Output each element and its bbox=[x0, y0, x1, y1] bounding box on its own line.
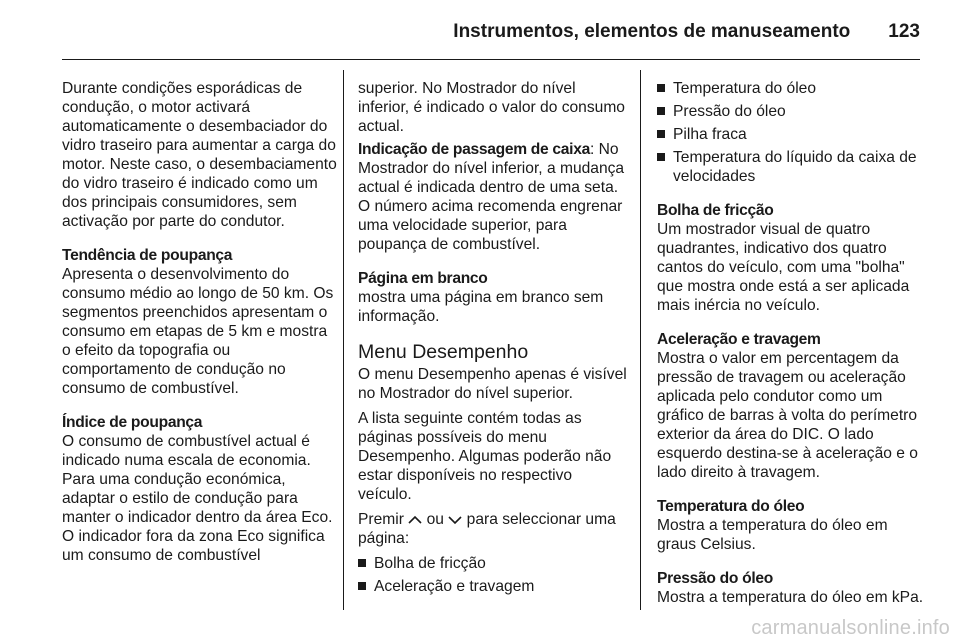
subheading: Aceleração e travagem bbox=[657, 331, 821, 348]
paragraph bbox=[657, 330, 925, 482]
section-heading: Menu Desempenho bbox=[358, 341, 529, 363]
paragraph-text: mostra uma página em branco sem informação. bbox=[358, 289, 604, 325]
paragraph-text: Mostra o valor em percentagem da pressão de travagem ou aceleração aplicada pelo condutor como um gráfico de barras à volta do perímetro exterior da área do DIC. O lado esquerdo destina-se à aceleração e o lado direito à travagem. bbox=[657, 350, 918, 481]
paragraph-text: : No Mostrador do nível inferior, a mudança actual é indicada dentro de uma seta. O número acima recomenda engrenar uma velocidade superior, para poupança de combustível. bbox=[358, 141, 625, 253]
paragraph: O menu Desempenho apenas é visível no Mostrador do nível superior. bbox=[358, 366, 627, 402]
subheading: Tendência de poupança bbox=[62, 247, 233, 264]
list-item: Bolha de fricção bbox=[358, 554, 628, 573]
subheading: Página em branco bbox=[358, 270, 488, 287]
header-rule bbox=[62, 59, 920, 60]
page-title: Instrumentos, elementos de manuseamento bbox=[453, 21, 851, 42]
subheading: Pressão do óleo bbox=[657, 570, 773, 587]
chevron-down-icon bbox=[448, 515, 462, 525]
paragraph: A lista seguinte contém todas as páginas possíveis do menu Desempenho. Algumas poderão não estar disponíveis no respectivo veículo. bbox=[358, 410, 612, 503]
paragraph: superior. No Mostrador do nível inferior, é indicado o valor do consumo actual. bbox=[358, 80, 625, 135]
list-item: Aceleração e travagem bbox=[358, 577, 628, 596]
column-3 bbox=[657, 79, 925, 622]
paragraph-text: Um mostrador visual de quatro quadrantes, indicativo dos quatro cantos do veículo, com uma "bolha" que mostra onde está a ser aplicada mais inércia no veículo. bbox=[657, 221, 910, 314]
column-divider bbox=[640, 70, 641, 610]
paragraph: Durante condições esporádicas de condução, o motor activará automaticamente o desembaciador do vidro traseiro para aumentar a carga do motor. Neste caso, o desembaciamento do vidro traseiro é indicado como um dos principais consumidores, sem activação por parte do condutor. bbox=[62, 80, 337, 230]
page-header bbox=[62, 14, 920, 50]
list-item: Temperatura do óleo bbox=[657, 79, 925, 98]
paragraph bbox=[657, 497, 925, 554]
list-item: Temperatura do líquido da caixa de velocidades bbox=[657, 148, 925, 186]
list-item: Pressão do óleo bbox=[657, 102, 925, 121]
paragraph bbox=[657, 201, 925, 315]
column-1 bbox=[62, 79, 337, 580]
chevron-up-icon bbox=[408, 515, 422, 525]
page-number: 123 bbox=[888, 21, 920, 42]
paragraph-text: O consumo de combustível actual é indicado numa escala de economia. Para uma condução económica, adaptar o estilo de condução para manter o indicador dentro da área Eco. O indicador fora da zona Eco significa um consumo de combustível bbox=[62, 433, 333, 564]
paragraph bbox=[358, 140, 628, 254]
paragraph-text: Mostra a temperatura do óleo em kPa. bbox=[657, 589, 924, 606]
bullet-list bbox=[358, 554, 628, 596]
inline-heading: Indicação de passagem de caixa bbox=[358, 141, 590, 158]
paragraph-text: Apresenta o desenvolvimento do consumo médio ao longo de 50 km. Os segmentos preenchidos apresentam o consumo em etapas de 5 km e mostra o efeito da topografia ou comportamento de condução no consumo de combustível. bbox=[62, 266, 334, 397]
subheading: Índice de poupança bbox=[62, 414, 203, 431]
paragraph: Premir ou para seleccionar uma página: bbox=[358, 511, 616, 547]
column-2 bbox=[358, 79, 628, 611]
paragraph bbox=[62, 413, 337, 565]
bullet-list bbox=[657, 79, 925, 186]
paragraph bbox=[657, 569, 925, 607]
paragraph bbox=[62, 246, 337, 398]
list-item: Pilha fraca bbox=[657, 125, 925, 144]
column-divider bbox=[343, 70, 344, 610]
paragraph-text: Mostra a temperatura do óleo em graus Celsius. bbox=[657, 517, 888, 553]
paragraph bbox=[358, 269, 628, 326]
subheading: Bolha de fricção bbox=[657, 202, 774, 219]
watermark: carmanualsonline.info bbox=[751, 617, 950, 639]
subheading: Temperatura do óleo bbox=[657, 498, 805, 515]
